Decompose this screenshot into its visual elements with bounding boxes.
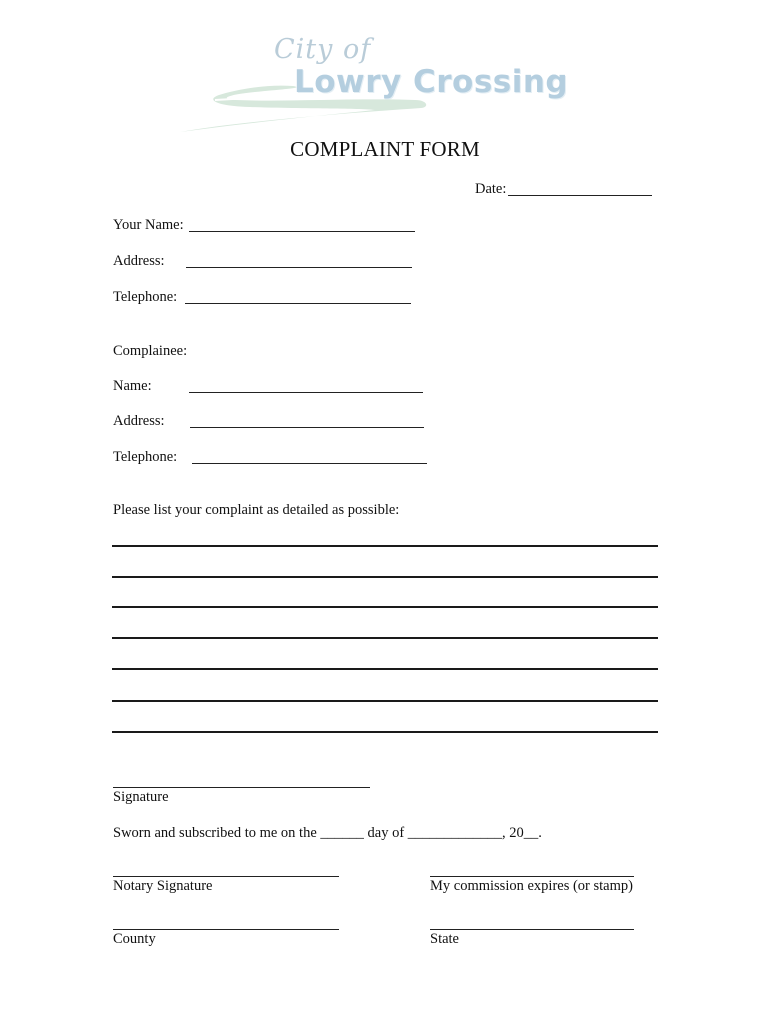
complainee-address-field[interactable]: [190, 427, 424, 428]
address-field[interactable]: [186, 267, 412, 268]
commission-line[interactable]: [430, 876, 634, 877]
commission-label: My commission expires (or stamp): [430, 878, 633, 894]
telephone-field[interactable]: [185, 303, 411, 304]
logo-town-name: Lowry Crossing: [294, 64, 569, 100]
signature-line[interactable]: [113, 787, 370, 788]
complaint-line[interactable]: [112, 637, 658, 639]
signature-label: Signature: [113, 789, 169, 805]
complainee-name-label: Name:: [113, 378, 152, 394]
complainee-heading: Complainee:: [113, 343, 188, 359]
complaint-line[interactable]: [112, 545, 658, 547]
telephone-label: Telephone:: [113, 289, 178, 305]
complainee-address-label: Address:: [113, 413, 165, 429]
date-label: Date:: [475, 181, 507, 197]
county-label: County: [113, 931, 156, 947]
state-line[interactable]: [430, 929, 634, 930]
complainee-name-field[interactable]: [189, 392, 423, 393]
state-label: State: [430, 931, 459, 947]
complainee-telephone-field[interactable]: [192, 463, 427, 464]
notary-signature-label: Notary Signature: [113, 878, 213, 894]
address-label: Address:: [113, 253, 165, 269]
complaint-line[interactable]: [112, 668, 658, 670]
complaint-line[interactable]: [112, 576, 658, 578]
complaint-line[interactable]: [112, 731, 658, 733]
notary-signature-line[interactable]: [113, 876, 339, 877]
complainee-telephone-label: Telephone:: [113, 449, 178, 465]
county-line[interactable]: [113, 929, 339, 930]
your-name-field[interactable]: [189, 231, 415, 232]
your-name-label: Your Name:: [113, 217, 184, 233]
sworn-statement: Sworn and subscribed to me on the ______ day of _____________, 20__.: [113, 825, 542, 841]
complaint-line[interactable]: [112, 606, 658, 608]
form-title: COMPLAINT FORM: [290, 137, 480, 161]
date-field[interactable]: [508, 195, 652, 196]
logo-city-text: City of: [274, 34, 372, 65]
complaint-line[interactable]: [112, 700, 658, 702]
complaint-prompt: Please list your complaint as detailed as possible:: [113, 502, 400, 518]
